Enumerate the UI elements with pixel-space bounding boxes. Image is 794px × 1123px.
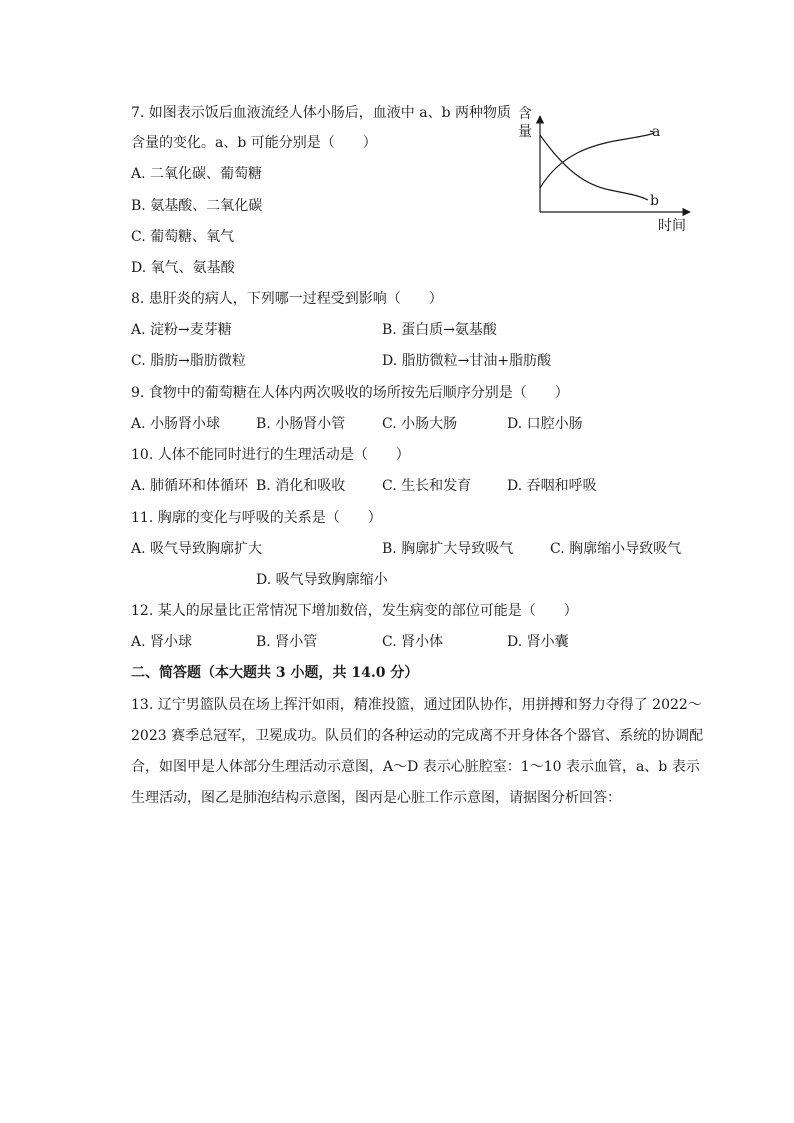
q12-option-c[interactable]: C. 肾小体 (382, 634, 444, 650)
q10-option-d[interactable]: D. 吞咽和呼吸 (507, 478, 597, 494)
q8-stem: 8. 患肝炎的病人，下列哪一过程受到影响（ ） (131, 291, 443, 307)
q9-option-d[interactable]: D. 口腔小肠 (507, 416, 583, 432)
graph-ylabel-top: 含 (518, 106, 532, 122)
q9-option-a[interactable]: A. 小肠肾小球 (131, 416, 221, 432)
q9-option-b[interactable]: B. 小肠肾小管 (256, 416, 346, 432)
graph-label-a: a (652, 124, 661, 140)
q13-line-4: 生理活动，图乙是肺泡结构示意图，图丙是心脏工作示意图，请据图分析回答： (131, 790, 621, 806)
q10-option-b[interactable]: B. 消化和吸收 (256, 478, 346, 494)
q7-option-a[interactable]: A. 二氧化碳、葡萄糖 (131, 166, 263, 182)
graph-xlabel: 时间 (658, 218, 686, 234)
q12-option-b[interactable]: B. 肾小管 (256, 634, 318, 650)
q11-option-d[interactable]: D. 吸气导致胸廓缩小 (256, 572, 388, 588)
q11-option-c[interactable]: C. 胸廓缩小导致吸气 (550, 541, 682, 557)
q11-stem: 11. 胸廓的变化与呼吸的关系是（ ） (131, 510, 382, 526)
q7-option-d[interactable]: D. 氧气、氨基酸 (131, 260, 235, 276)
q9-stem: 9. 食物中的葡萄糖在人体内两次吸收的场所按先后顺序分别是（ ） (131, 385, 569, 401)
q9-option-c[interactable]: C. 小肠大肠 (382, 416, 458, 432)
q13-line-3: 合，如图甲是人体部分生理活动示意图，A～D 表示心脏腔室：1～10 表示血管，a、b 表示 (131, 759, 700, 775)
q8-option-b[interactable]: B. 蛋白质→氨基酸 (382, 322, 497, 338)
q10-option-a[interactable]: A. 肺循环和体循环 (131, 478, 249, 494)
q7-graph (510, 100, 695, 240)
section-title: 二、简答题（本大题共 3 小题，共 14.0 分） (131, 665, 419, 681)
q8-option-c[interactable]: C. 脂肪→脂肪微粒 (131, 353, 246, 369)
q7-option-c[interactable]: C. 葡萄糖、氧气 (131, 229, 235, 245)
q7-stem-line1: 7. 如图表示饭后血液流经人体小肠后，血液中 a、b 两种物质 (131, 105, 512, 121)
q13-line-1: 13. 辽宁男篮队员在场上挥汗如雨，精准投篮，通过团队协作，用拼搏和努力夺得了 2022～ (131, 697, 702, 713)
q11-option-a[interactable]: A. 吸气导致胸廓扩大 (131, 541, 263, 557)
curve-a (540, 131, 654, 188)
q10-stem: 10. 人体不能同时进行的生理活动是（ ） (131, 447, 410, 463)
q8-option-d[interactable]: D. 脂肪微粒→甘油+脂肪酸 (382, 353, 552, 369)
graph-label-b: b (650, 193, 659, 209)
q8-option-a[interactable]: A. 淀粉→麦芽糖 (131, 322, 232, 338)
q12-stem: 12. 某人的尿量比正常情况下增加数倍，发生病变的部位可能是（ ） (131, 603, 578, 619)
q12-option-a[interactable]: A. 肾小球 (131, 634, 193, 650)
q11-option-b[interactable]: B. 胸廓扩大导致吸气 (382, 541, 514, 557)
q13-line-2: 2023 赛季总冠军，卫冕成功。队员们的各种运动的完成离不开身体各个器官、系统的协调配 (131, 728, 704, 744)
q12-option-d[interactable]: D. 肾小囊 (507, 634, 569, 650)
q7-stem-line2: 含量的变化。a、b 可能分别是（ ） (131, 135, 377, 151)
q7-option-b[interactable]: B. 氨基酸、二氧化碳 (131, 198, 263, 214)
graph-ylabel-bottom: 量 (518, 124, 532, 140)
q10-option-c[interactable]: C. 生长和发育 (382, 478, 472, 494)
